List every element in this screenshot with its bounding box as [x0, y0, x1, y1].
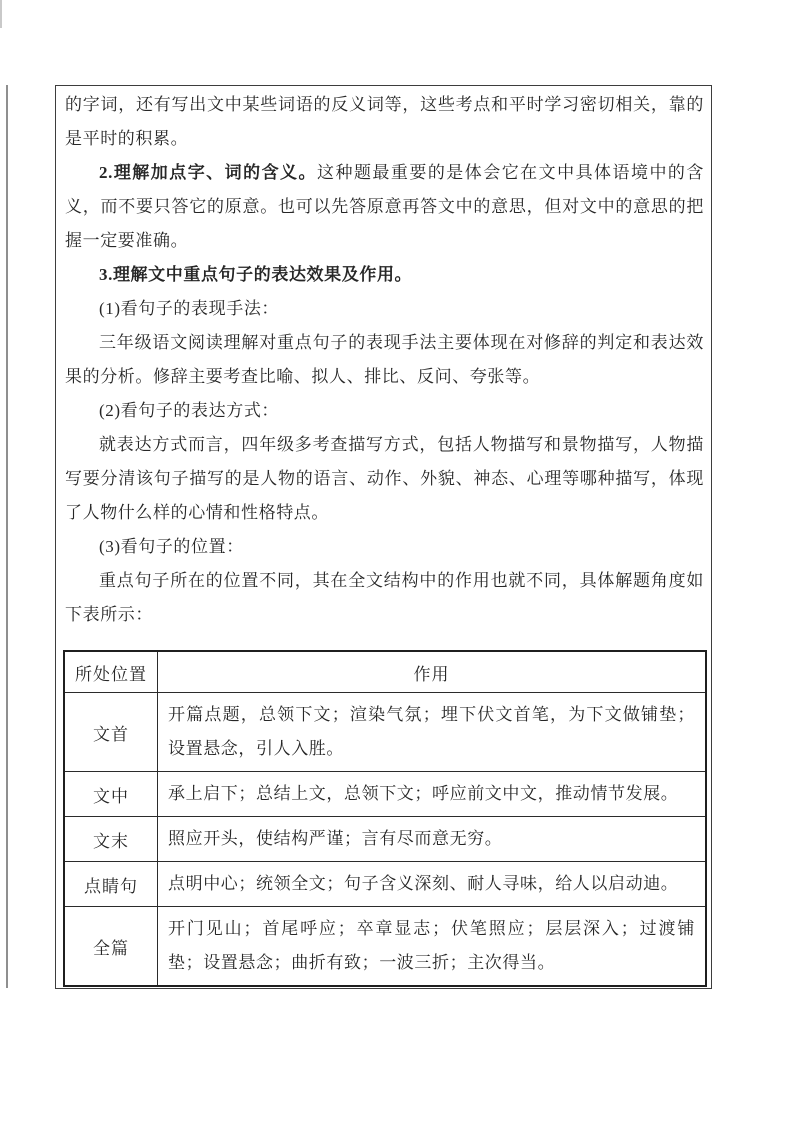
paragraph-text: 重点句子所在的位置不同，其在全文结构中的作用也就不同，具体解题角度如下表所示： — [65, 571, 704, 624]
paragraph-sub-3-body — [65, 564, 704, 632]
paragraph-text: (3)看句子的位置： — [99, 537, 244, 556]
table-row — [64, 772, 706, 817]
cell-effect: 点明中心；统领全文；句子含义深刻、耐人寻味，给人以启动迪。 — [158, 862, 707, 907]
header-effect: 作用 — [158, 651, 707, 693]
paragraph-bold-lead: 2.理解加点字、词的含义。 — [99, 163, 317, 182]
paragraph-point-2 — [65, 156, 704, 258]
paragraph-sub-1-body — [65, 326, 704, 394]
paragraph-text: (2)看句子的表达方式： — [99, 401, 280, 420]
adjacent-box-left-edge — [6, 85, 8, 988]
paragraph-continuation — [65, 88, 704, 156]
paragraph-sub-1 — [65, 292, 704, 326]
page-edge-artifact — [0, 0, 2, 28]
paragraph-text: 就表达方式而言，四年级多考查描写方式，包括人物描写和景物描写，人物描写要分清该句子描写的是人物的语言、动作、外貌、神态、心理等哪种描写，体现了人物什么样的心情和性格特点。 — [65, 435, 704, 522]
cell-position: 点睛句 — [64, 862, 158, 907]
paragraph-text: 这种题最重要的是体会它在文中具体语境中的含义，而不要只答它的原意。也可以先答原意再答文中的意思，但对文中的意思的把握一定要准确。 — [65, 163, 704, 250]
paragraph-point-3 — [65, 258, 704, 292]
paragraph-text: 三年级语文阅读理解对重点句子的表现手法主要体现在对修辞的判定和表达效果的分析。修辞主要考查比喻、拟人、排比、反问、夸张等。 — [65, 333, 704, 386]
cell-position: 文末 — [64, 817, 158, 862]
cell-position: 全篇 — [64, 907, 158, 987]
paragraph-bold-lead: 3.理解文中重点句子的表达效果及作用。 — [99, 265, 413, 284]
cell-position: 文中 — [64, 772, 158, 817]
header-position: 所处位置 — [64, 651, 158, 693]
cell-effect: 开篇点题，总领下文；渲染气氛；埋下伏文首笔，为下文做铺垫；设置悬念，引人入胜。 — [158, 693, 707, 772]
paragraph-text: (1)看句子的表现手法： — [99, 299, 280, 318]
paragraph-sub-2-body — [65, 428, 704, 530]
position-effect-table — [63, 650, 707, 987]
table-header-row — [64, 651, 706, 693]
table-row — [64, 862, 706, 907]
paragraph-sub-2 — [65, 394, 704, 428]
cell-effect: 承上启下；总结上文，总领下文；呼应前文中文，推动情节发展。 — [158, 772, 707, 817]
paragraph-sub-3 — [65, 530, 704, 564]
cell-position: 文首 — [64, 693, 158, 772]
table-row — [64, 907, 706, 987]
cell-effect: 照应开头，使结构严谨；言有尽而意无穷。 — [158, 817, 707, 862]
paragraph-text: 的字词，还有写出文中某些词语的反义词等，这些考点和平时学习密切相关，靠的是平时的积累。 — [65, 95, 704, 148]
cell-effect: 开门见山；首尾呼应；卒章显志；伏笔照应；层层深入；过渡铺垫；设置悬念；曲折有致；一波三折；主次得当。 — [158, 907, 707, 987]
table-row — [64, 817, 706, 862]
table-row — [64, 693, 706, 772]
content-box — [55, 85, 712, 989]
